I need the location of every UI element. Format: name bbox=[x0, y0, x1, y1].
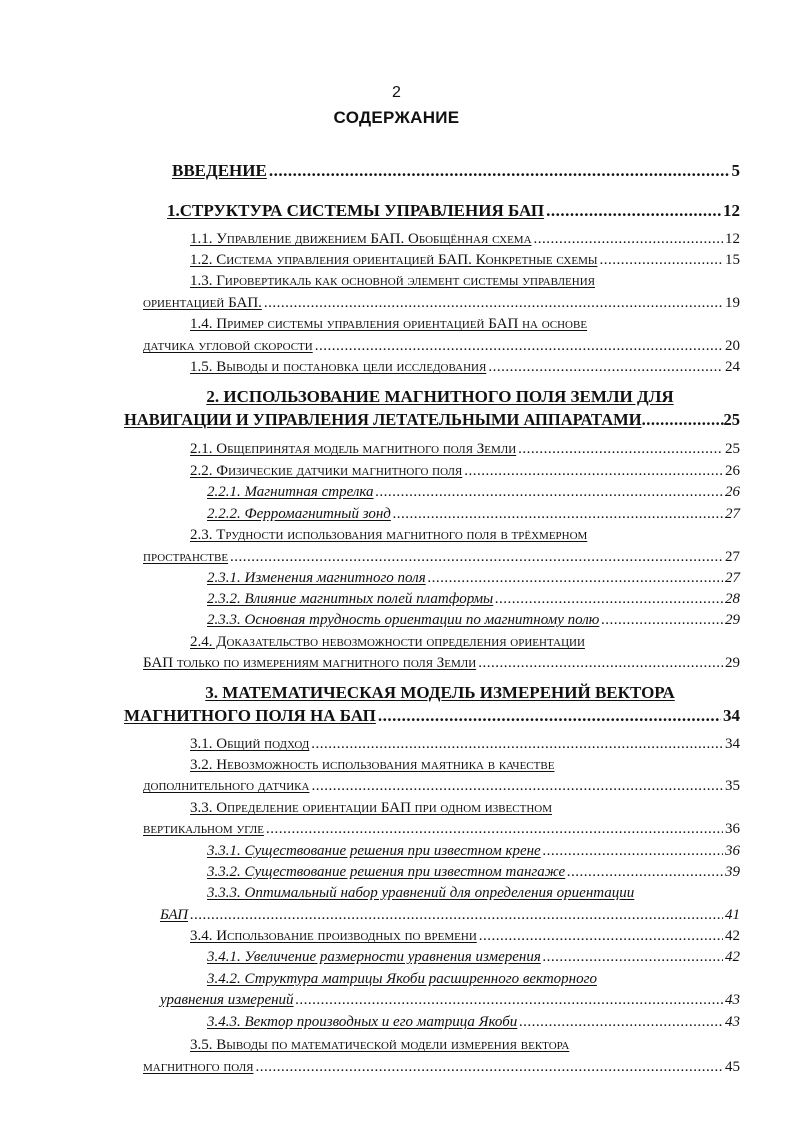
toc-entry-3-4-3[interactable] bbox=[207, 1013, 740, 1032]
toc-entry-1-3-cont[interactable] bbox=[143, 294, 740, 313]
toc-page: 27 bbox=[725, 570, 740, 586]
toc-leader bbox=[518, 440, 723, 459]
toc-entry-3-5-cont[interactable] bbox=[143, 1058, 740, 1077]
toc-entry-3-2[interactable] bbox=[190, 756, 740, 775]
toc-entry-3-3-cont[interactable] bbox=[143, 820, 740, 839]
toc-title: 3.4.3. Вектор производных и его матрица Якоби bbox=[207, 1014, 518, 1030]
toc-entry-1-2[interactable] bbox=[190, 251, 740, 270]
toc-title: 3.1. Общий подход bbox=[190, 736, 310, 752]
toc-page: 24 bbox=[725, 359, 740, 375]
toc-entry-1-5[interactable] bbox=[190, 358, 740, 377]
toc-title: 2.2.1. Магнитная стрелка bbox=[207, 484, 374, 500]
toc-entry-2-2-1[interactable] bbox=[207, 483, 740, 502]
toc-leader bbox=[642, 409, 724, 431]
toc-entry-3-3-2[interactable] bbox=[207, 863, 740, 882]
toc-page: 28 bbox=[725, 591, 740, 607]
toc-page: 12 bbox=[723, 201, 740, 220]
toc-leader bbox=[311, 777, 723, 796]
toc-entry-1-3[interactable] bbox=[190, 272, 740, 291]
toc-page: 15 bbox=[725, 252, 740, 268]
toc-leader bbox=[266, 820, 723, 839]
toc-page: 25 bbox=[723, 410, 740, 429]
toc-entry-2-3[interactable] bbox=[190, 526, 740, 545]
toc-entry-3-3[interactable] bbox=[190, 799, 740, 818]
toc-title: 2.2.2. Ферромагнитный зонд bbox=[207, 506, 391, 522]
toc-entry-1-4[interactable] bbox=[190, 315, 740, 334]
toc-leader bbox=[601, 611, 723, 630]
toc-leader bbox=[464, 462, 723, 481]
toc-page: 35 bbox=[725, 778, 740, 794]
toc-page: 34 bbox=[723, 706, 740, 725]
toc-title-line-2: НАВИГАЦИИ И УПРАВЛЕНИЯ ЛЕТАТЕЛЬНЫМИ АППАРАТАМИ bbox=[124, 410, 642, 429]
toc-page: 29 bbox=[725, 655, 740, 671]
toc-entry-3-3-1[interactable] bbox=[207, 842, 740, 861]
toc-page: 29 bbox=[725, 612, 740, 628]
toc-page: 39 bbox=[725, 864, 740, 880]
toc-title-line-1: 2. ИСПОЛЬЗОВАНИЕ МАГНИТНОГО ПОЛЯ ЗЕМЛИ ДЛЯ bbox=[206, 387, 674, 406]
toc-leader bbox=[311, 735, 723, 754]
toc-title-line-1: 3.2. Невозможность использования маятника в качестве bbox=[190, 757, 555, 773]
toc-leader bbox=[190, 906, 723, 925]
toc-leader bbox=[543, 948, 723, 967]
toc-page: 27 bbox=[725, 506, 740, 522]
toc-title-line-2: БАП только по измерениям магнитного поля Земли bbox=[143, 655, 477, 671]
toc-leader bbox=[428, 569, 723, 588]
toc-page: 42 bbox=[725, 928, 740, 944]
toc-page: 26 bbox=[725, 484, 740, 500]
toc-title: 3.3.1. Существование решения при известном крене bbox=[207, 843, 541, 859]
toc-leader bbox=[519, 1013, 723, 1032]
toc-entry-2-2[interactable] bbox=[190, 462, 740, 481]
toc-leader bbox=[567, 863, 723, 882]
toc-title: 1.5. Выводы и постановка цели исследования bbox=[190, 359, 487, 375]
toc-entry-3-4[interactable] bbox=[190, 927, 740, 946]
toc-leader bbox=[599, 251, 723, 270]
toc-leader bbox=[296, 991, 723, 1010]
toc-entry-chapter-1[interactable] bbox=[167, 200, 740, 222]
toc-leader bbox=[393, 505, 723, 524]
toc-entry-chapter-2[interactable] bbox=[140, 386, 740, 408]
toc-title-line-2: дополнительного датчика bbox=[143, 778, 310, 794]
toc-page: 36 bbox=[725, 843, 740, 859]
toc-title: 2.3.2. Влияние магнитных полей платформы bbox=[207, 591, 494, 607]
toc-entry-3-3-3-cont[interactable] bbox=[160, 906, 740, 925]
toc-leader bbox=[478, 654, 723, 673]
toc-title-line-1: 2.4. Доказательство невозможности определения ориентации bbox=[190, 634, 585, 650]
toc-title-line-1: 3.3.3. Оптимальный набор уравнений для определения ориентации bbox=[207, 885, 635, 901]
toc-leader bbox=[543, 842, 723, 861]
toc-entry-2-3-2[interactable] bbox=[207, 590, 740, 609]
page-number: 2 bbox=[392, 84, 401, 101]
toc-leader bbox=[230, 548, 723, 567]
toc-page: 41 bbox=[725, 907, 740, 923]
toc-title-line-2: пространстве bbox=[143, 549, 229, 565]
toc-leader bbox=[534, 230, 723, 249]
toc-title: 2.2. Физические датчики магнитного поля bbox=[190, 463, 463, 479]
toc-entry-3-4-2[interactable] bbox=[207, 970, 740, 989]
toc-title-line-1: 1.3. Гировертикаль как основной элемент системы управления bbox=[190, 273, 595, 289]
toc-page: 43 bbox=[725, 1014, 740, 1030]
toc-title-line-2: МАГНИТНОГО ПОЛЯ НА БАП bbox=[124, 706, 376, 725]
toc-title-line-1: 3.4.2. Структура матрицы Якоби расширенного векторного bbox=[207, 971, 597, 987]
toc-page: 34 bbox=[725, 736, 740, 752]
toc-title: ВВЕДЕНИЕ bbox=[172, 161, 267, 180]
toc-title: 3.4. Использование производных по времени bbox=[190, 928, 477, 944]
toc-page: 20 bbox=[725, 338, 740, 354]
toc-leader bbox=[479, 927, 723, 946]
toc-title: 2.3.3. Основная трудность ориентации по магнитному полю bbox=[207, 612, 600, 628]
toc-leader bbox=[269, 160, 730, 182]
toc-leader bbox=[376, 483, 723, 502]
toc-page: 5 bbox=[731, 161, 740, 180]
toc-title: 2.3.1. Изменения магнитного поля bbox=[207, 570, 426, 586]
toc-title-line-2: БАП bbox=[160, 907, 189, 923]
toc-title-line-1: 1.4. Пример системы управления ориентацией БАП на основе bbox=[190, 316, 588, 332]
toc-title-line-2: магнитного поля bbox=[143, 1059, 254, 1075]
toc-title-line-1: 3.3. Определение ориентации БАП при одном известном bbox=[190, 800, 552, 816]
toc-title-line-2: вертикальном угле bbox=[143, 821, 264, 837]
toc-page: 26 bbox=[725, 463, 740, 479]
toc-page: 45 bbox=[725, 1059, 740, 1075]
toc-page: 27 bbox=[725, 549, 740, 565]
toc-entry-1-1[interactable] bbox=[190, 230, 740, 249]
toc-title: 3.3.2. Существование решения при известном тангаже bbox=[207, 864, 566, 880]
toc-title-line-1: 3.5. Выводы по математической модели измерения вектора bbox=[190, 1037, 570, 1053]
toc-leader bbox=[264, 294, 723, 313]
toc-leader bbox=[488, 358, 723, 377]
toc-entry-intro[interactable] bbox=[172, 160, 740, 182]
toc-entry-3-5[interactable] bbox=[190, 1036, 740, 1055]
toc-entry-2-1[interactable] bbox=[190, 440, 740, 459]
toc-entry-3-4-2-cont[interactable] bbox=[160, 991, 740, 1010]
toc-leader bbox=[378, 705, 721, 727]
toc-title: 1.1. Управление движением БАП. Обобщённая схема bbox=[190, 231, 532, 247]
toc-entry-3-4-1[interactable] bbox=[207, 948, 740, 967]
toc-title-line-2: уравнения измерений bbox=[160, 992, 294, 1008]
toc-title-line-2: датчика угловой скорости bbox=[143, 338, 313, 354]
toc-title-line-1: 3. МАТЕМАТИЧЕСКАЯ МОДЕЛЬ ИЗМЕРЕНИЙ ВЕКТОРА bbox=[205, 683, 675, 702]
toc-entry-chapter-3-cont[interactable] bbox=[124, 705, 740, 727]
toc-title: 2.1. Общепринятая модель магнитного поля Земли bbox=[190, 441, 517, 457]
toc-title: 1.2. Система управления ориентацией БАП. Конкретные схемы bbox=[190, 252, 598, 268]
toc-entry-3-2-cont[interactable] bbox=[143, 777, 740, 796]
toc-page: 43 bbox=[725, 992, 740, 1008]
toc-title: 1.СТРУКТУРА СИСТЕМЫ УПРАВЛЕНИЯ БАП bbox=[167, 201, 545, 220]
toc-entry-3-1[interactable] bbox=[190, 735, 740, 754]
toc-leader bbox=[256, 1058, 724, 1077]
toc-entry-chapter-2-cont[interactable] bbox=[124, 409, 740, 431]
toc-entry-2-4-cont[interactable] bbox=[143, 654, 740, 673]
toc-entry-chapter-3[interactable] bbox=[140, 682, 740, 704]
toc-entry-2-3-1[interactable] bbox=[207, 569, 740, 588]
toc-leader bbox=[495, 590, 723, 609]
toc-leader bbox=[315, 337, 723, 356]
toc-entry-3-3-3[interactable] bbox=[207, 884, 740, 903]
toc-page: 36 bbox=[725, 821, 740, 837]
toc-entry-1-4-cont[interactable] bbox=[143, 337, 740, 356]
toc-page: 42 bbox=[725, 949, 740, 965]
toc-page: 25 bbox=[725, 441, 740, 457]
toc-entry-2-2-2[interactable] bbox=[207, 505, 740, 524]
toc-entry-2-3-3[interactable] bbox=[207, 611, 740, 630]
toc-entry-2-4[interactable] bbox=[190, 633, 740, 652]
toc-entry-2-3-cont[interactable] bbox=[143, 548, 740, 567]
toc-page: 19 bbox=[725, 295, 740, 311]
toc-title-line-1: 2.3. Трудности использования магнитного поля в трёхмерном bbox=[190, 527, 588, 543]
toc-title-line-2: ориентацией БАП. bbox=[143, 295, 262, 311]
toc-title: 3.4.1. Увеличение размерности уравнения измерения bbox=[207, 949, 541, 965]
toc-page: 12 bbox=[725, 231, 740, 247]
toc-leader bbox=[546, 200, 721, 222]
toc-heading: СОДЕРЖАНИЕ bbox=[333, 108, 460, 127]
